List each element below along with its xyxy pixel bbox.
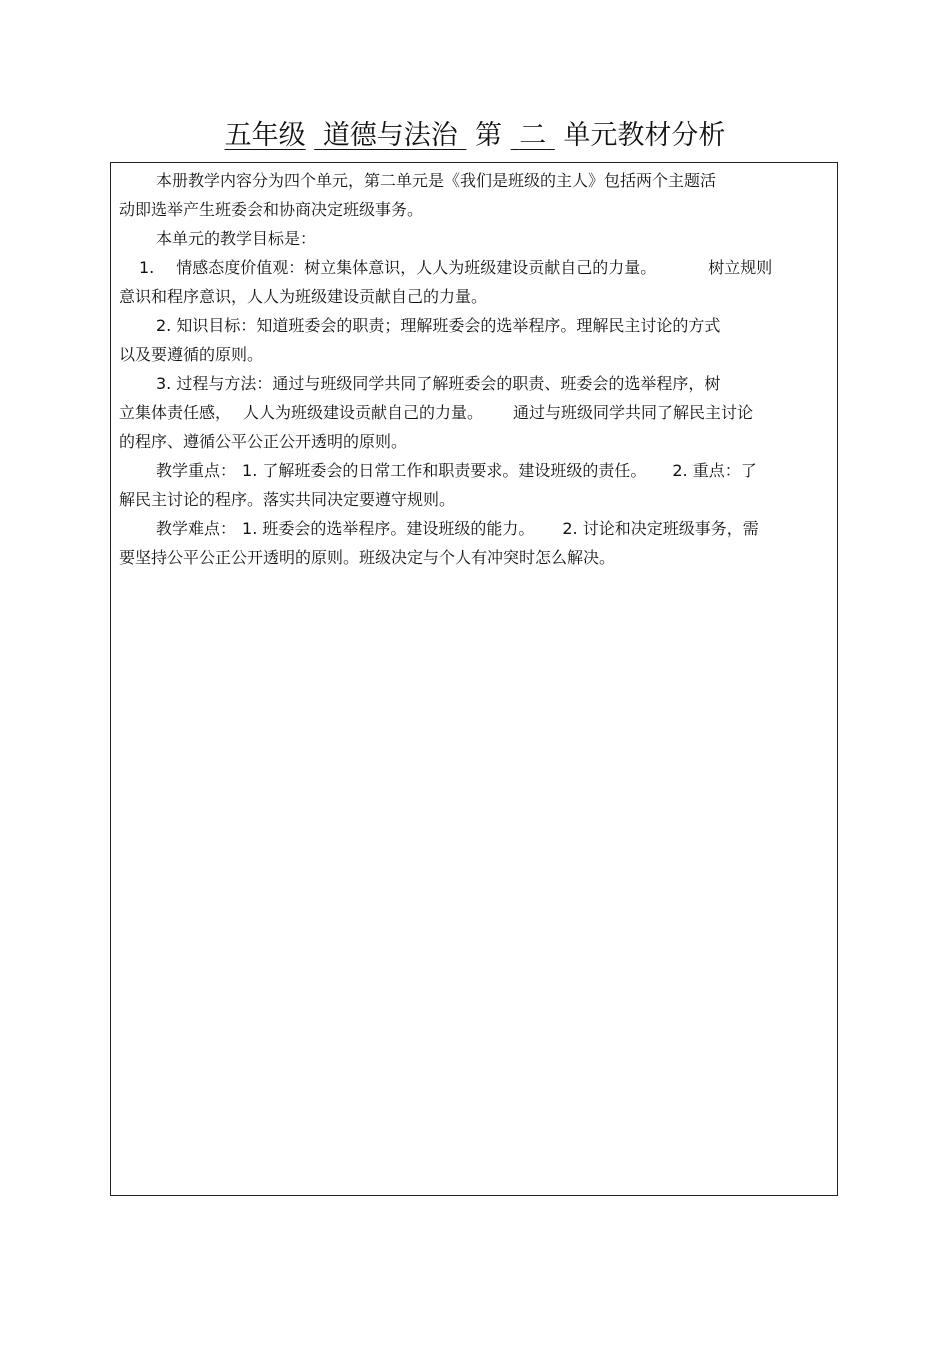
key-points-line-1: 教学重点： 1. 了解班委会的日常工作和职责要求。建设班级的责任。 2. 重点：了	[156, 461, 757, 480]
key-points-line-2: 解民主讨论的程序。落实共同决定要遵守规则。	[119, 490, 456, 509]
objective-3-line-2: 立集体责任感， 人人为班级建设贡献自己的力量。 通过与班级同学共同了解民主讨论	[119, 403, 754, 422]
title-subject: 道德与法治	[322, 120, 458, 151]
title-di: 第	[475, 120, 502, 151]
objective-2-line-1: 2. 知识目标：知道班委会的职责；理解班委会的选举程序。理解民主讨论的方式	[156, 316, 721, 335]
objective-1-line-2: 意识和程序意识，人人为班级建设贡献自己的力量。	[119, 287, 488, 306]
difficulties-line-2: 要坚持公平公正公开透明的原则。班级决定与个人有冲突时怎么解决。	[119, 548, 616, 567]
difficulties-line-1: 教学难点： 1. 班委会的选举程序。建设班级的能力。 2. 讨论和决定班级事务，需	[156, 519, 759, 538]
title-unit-number: 二	[519, 120, 547, 151]
objectives-heading: 本单元的教学目标是：	[156, 229, 317, 248]
objective-2-line-2: 以及要遵循的原则。	[119, 345, 264, 364]
title-grade: 五年级	[224, 120, 306, 151]
analysis-body	[119, 166, 831, 572]
document-title	[0, 116, 950, 156]
paragraph-intro-line-1: 本册教学内容分为四个单元，第二单元是《我们是班级的主人》包括两个主题活	[156, 171, 717, 190]
title-suffix: 单元教材分析	[563, 120, 726, 151]
objective-3-line-1: 3. 过程与方法：通过与班级同学共同了解班委会的职责、班委会的选举程序，树	[156, 374, 721, 393]
objective-3-line-3: 的程序、遵循公平公正公开透明的原则。	[119, 432, 408, 451]
paragraph-intro-line-2: 动即选举产生班委会和协商决定班级事务。	[119, 200, 424, 219]
objective-1-line-1: 1. 情感态度价值观：树立集体意识，人人为班级建设贡献自己的力量。 树立规则	[139, 258, 773, 277]
